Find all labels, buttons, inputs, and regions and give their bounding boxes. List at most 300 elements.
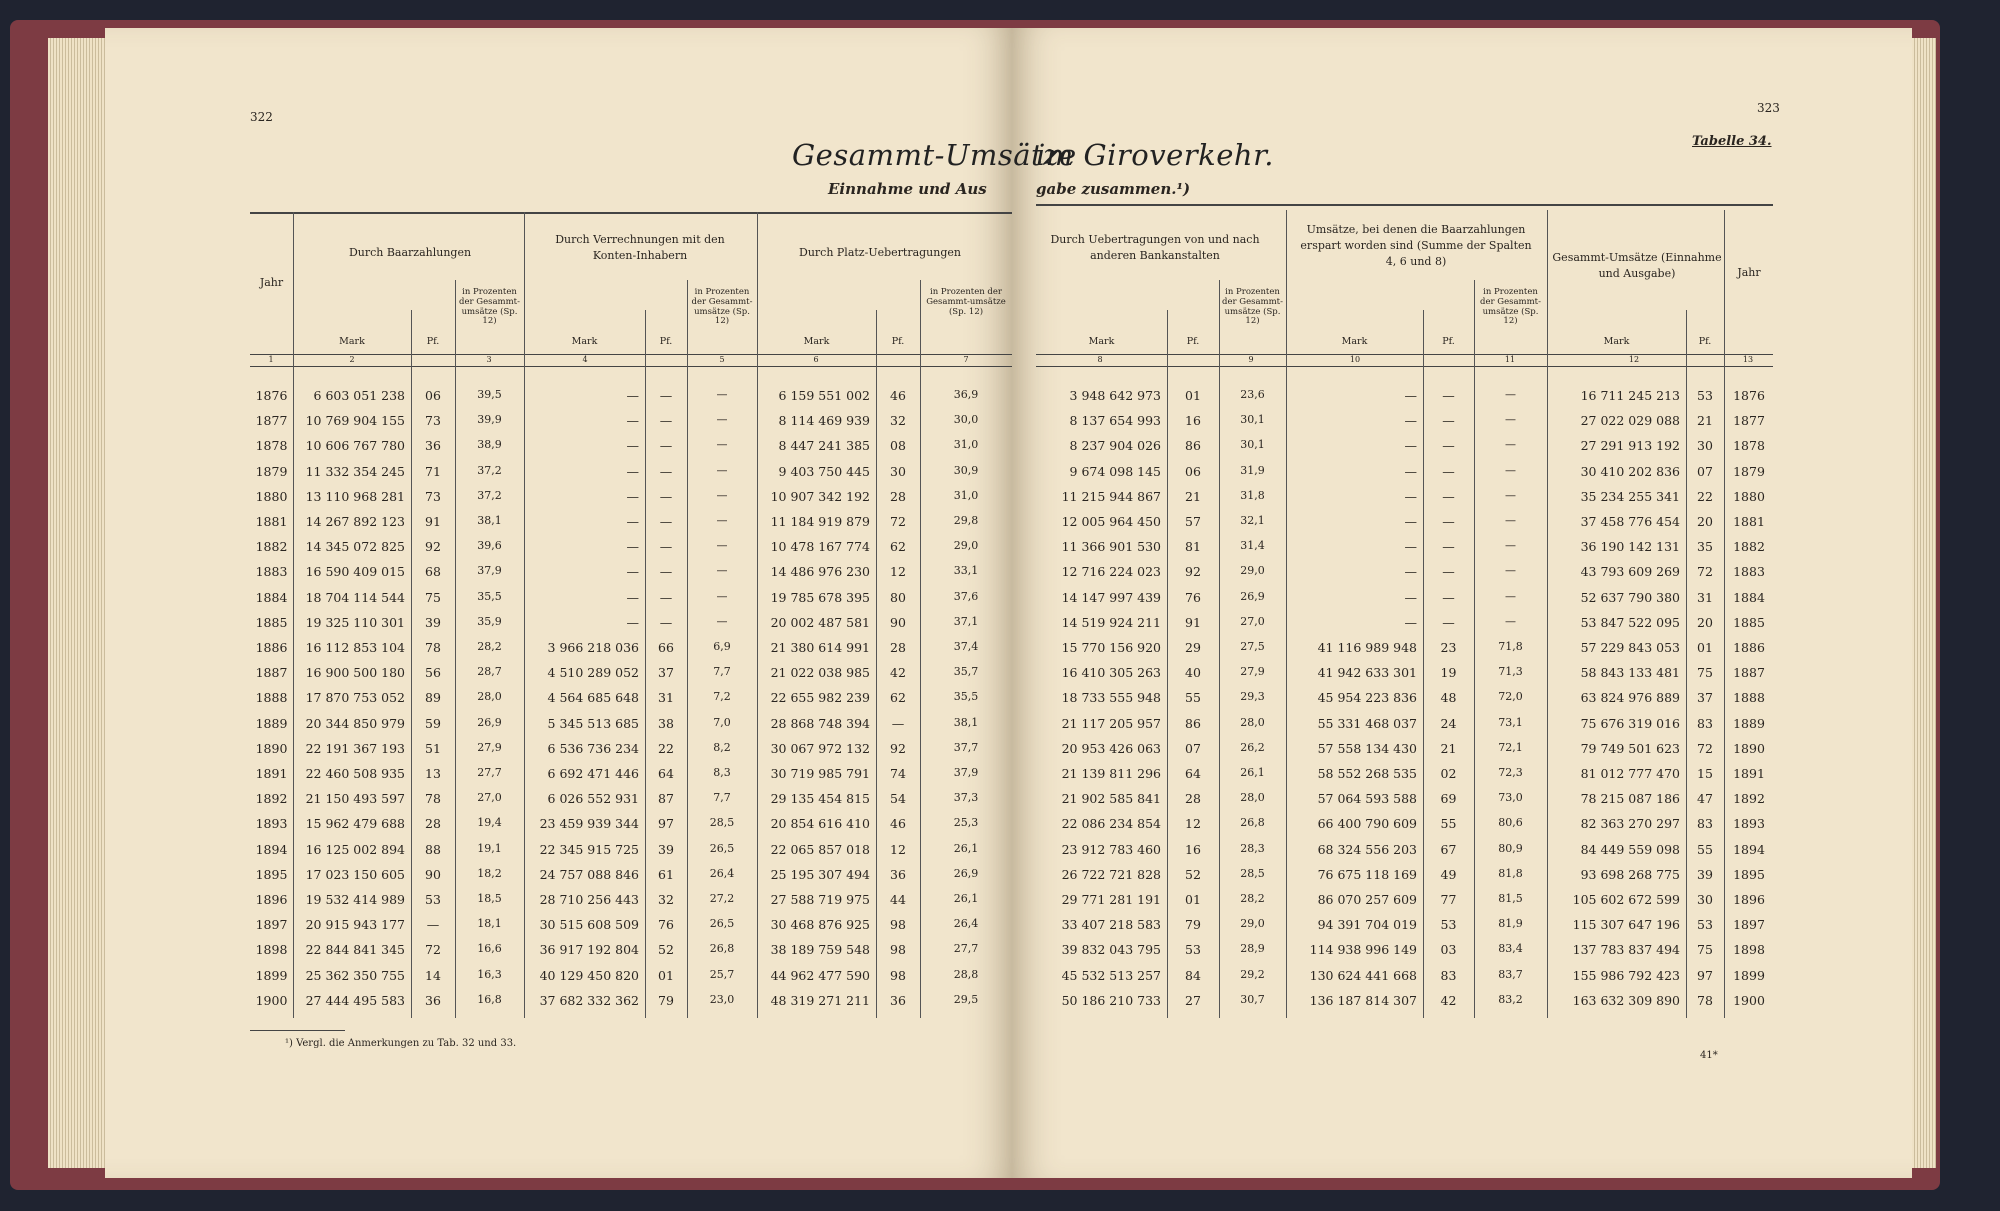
table-cell-ums-pct: 71,3 [1498,665,1523,679]
table-cell-jahr2: 1887 [1733,665,1765,681]
table-cell-ums: — [1404,539,1417,555]
table-cell-verr: 6 536 736 234 [547,740,639,756]
table-cell-verr-pf: 61 [658,866,674,882]
table-cell-platz: 20 002 487 581 [770,614,870,630]
table-cell-ums-pct: 73,1 [1498,715,1523,729]
table-cell-platz-pf: 72 [890,514,906,529]
table-cell-ums: 86 070 257 609 [1317,892,1417,907]
table-cell-verr-pct: 7,7 [713,791,731,805]
table-cell-platz-pf: 98 [890,942,906,958]
table-cell-ueb-pct: 26,1 [1240,766,1265,779]
subtitle-left: Einnahme und Aus [828,180,987,198]
table-cell-platz: 6 159 551 002 [778,388,870,403]
table-cell-ueb-pf: 86 [1185,438,1201,454]
percent-subheader-4: in Prozenten der Gesammt-umsätze (Sp. 12) [1480,287,1541,327]
table-cell-ums-pf: 83 [1440,967,1457,983]
table-cell-baar-pf: 88 [425,841,441,857]
table-cell-ges: 30 410 202 836 [1580,463,1680,479]
table-cell-jahr: 1876 [255,388,288,403]
table-cell-baar: 22 191 367 193 [305,740,405,756]
table-cell-ueb-pf: 21 [1185,488,1201,504]
table-cell-platz: 44 962 477 590 [770,967,870,983]
table-cell-ums: 136 187 814 307 [1309,992,1417,1008]
table-cell-verr-pf: 37 [658,665,674,681]
table-cell-jahr: 1885 [255,614,288,630]
table-cell-verr-pct: 26,8 [709,942,735,956]
table-cell-verr-pf: — [659,488,673,504]
table-cell-baar-pf: 78 [425,791,441,807]
table-cell-ges-pf: 20 [1697,514,1713,529]
table-cell-platz-pf: 98 [890,917,906,933]
table-cell-ums: — [1404,438,1417,454]
table-cell-verr-pct: — [716,388,728,401]
table-cell-platz-pf: 12 [890,564,906,580]
table-cell-platz-pf: 36 [890,992,906,1008]
table-cell-ums-pf: — [1442,388,1455,403]
table-cell-ums: — [1404,463,1417,479]
table-cell-jahr: 1886 [255,640,288,655]
table-cell-baar-pf: 90 [425,866,441,882]
table-cell-ueb: 14 519 924 211 [1061,614,1161,630]
table-cell-verr-pf: 76 [658,917,674,933]
table-cell-ueb: 21 902 585 841 [1061,791,1161,807]
table-cell-ueb-pf: 55 [1185,690,1201,706]
table-cell-baar-pf: 78 [425,640,441,655]
table-cell-baar-pf: 51 [425,740,441,756]
table-cell-ueb-pf: 40 [1185,665,1201,681]
table-cell-jahr: 1880 [255,488,288,504]
table-cell-jahr2: 1889 [1733,715,1765,731]
table-cell-ums-pct: 80,9 [1498,841,1523,855]
col-header-verrechnung: Durch Verrechnungen mit den Konten-Inhabern [555,233,725,262]
table-cell-baar-pct: 26,9 [477,715,502,729]
table-cell-ges-pf: 97 [1697,967,1713,983]
table-cell-ges: 105 602 672 599 [1572,892,1680,907]
table-cell-baar: 16 125 002 894 [305,841,405,857]
table-cell-verr-pct: — [716,463,728,477]
table-cell-verr-pct: 28,5 [709,816,735,830]
table-cell-ums-pf: 23 [1440,640,1457,655]
table-cell-ges-pf: 37 [1697,690,1713,706]
title-left: Gesammt-Umsätze [792,138,1077,172]
table-cell-ums-pct: 83,4 [1498,942,1523,956]
table-cell-ges-pf: 53 [1697,917,1713,933]
table-cell-ges: 163 632 309 890 [1572,992,1680,1008]
table-cell-baar-pf: 91 [425,514,441,529]
table-cell-jahr: 1884 [255,589,288,605]
table-cell-ges: 35 234 255 341 [1580,488,1680,504]
table-cell-baar: 18 704 114 544 [305,589,405,605]
table-cell-platz: 30 719 985 791 [770,766,870,781]
table-cell-ueb-pf: 01 [1185,892,1201,907]
table-cell-ges-pf: 01 [1697,640,1713,655]
table-cell-baar: 20 344 850 979 [305,715,405,731]
table-cell-ueb-pct: 32,1 [1240,514,1265,527]
table-cell-ueb: 9 674 098 145 [1069,463,1161,479]
col-number-5: 5 [719,355,725,364]
table-cell-platz-pct: 31,0 [953,488,979,502]
table-cell-ueb-pct: 28,2 [1240,892,1265,905]
table-cell-baar-pf: 36 [425,992,441,1008]
footnote-rule [250,1030,345,1031]
table-cell-ges-pf: 31 [1697,589,1713,605]
table-cell-ueb-pct: 27,0 [1240,614,1265,628]
table-cell-baar: 14 267 892 123 [305,514,405,529]
table-label: Tabelle 34. [1692,134,1772,149]
table-cell-ums: 57 558 134 430 [1317,740,1417,756]
table-cell-platz-pct: 26,1 [953,841,979,855]
table-cell-ges: 58 843 133 481 [1580,665,1680,681]
table-cell-verr-pct: — [716,589,728,603]
table-cell-verr-pct: 26,5 [709,841,735,855]
table-cell-platz-pf: — [891,715,905,731]
table-cell-platz-pf: 30 [890,463,906,479]
page-edges-left [48,38,105,1168]
col-number-12: 12 [1628,355,1640,364]
table-cell-ueb: 33 407 218 583 [1061,917,1161,933]
table-cell-baar-pct: 38,1 [477,514,502,527]
table-cell-ums: — [1404,564,1417,580]
table-cell-ueb-pct: 23,6 [1240,388,1265,401]
pf-subheader-0: Pf. [426,336,440,347]
table-cell-ueb-pct: 26,9 [1240,589,1265,603]
table-cell-platz-pct: 37,3 [953,791,979,805]
table-cell-jahr: 1890 [255,740,288,756]
pf-subheader-4: Pf. [1442,336,1455,347]
table-cell-platz-pct: 37,1 [953,614,979,628]
table-cell-ueb: 3 948 642 973 [1069,388,1161,403]
pf-subheader-5: Pf. [1698,336,1712,347]
table-cell-jahr2: 1878 [1733,438,1765,454]
table-cell-verr-pf: — [659,413,673,429]
table-cell-ges: 36 190 142 131 [1580,539,1680,555]
table-cell-verr: 4 564 685 648 [547,690,639,706]
table-cell-platz-pct: 37,7 [953,740,979,754]
table-cell-verr: 4 510 289 052 [547,665,639,681]
table-cell-jahr: 1879 [255,463,288,479]
table-cell-baar-pct: 18,5 [477,892,502,905]
table-cell-platz-pct: 37,9 [953,766,979,779]
table-cell-ueb-pct: 31,8 [1240,488,1265,502]
table-cell-verr-pf: 22 [658,740,674,756]
table-cell-platz: 30 468 876 925 [770,917,870,933]
table-cell-baar-pct: 18,1 [477,917,502,931]
table-cell-verr-pct: — [716,564,728,578]
table-cell-ums-pct: 73,0 [1498,791,1523,805]
colnum-rule-right [1036,366,1773,367]
table-cell-platz-pf: 80 [890,589,906,605]
table-cell-platz: 22 655 982 239 [770,690,870,706]
table-cell-ges: 27 022 029 088 [1580,413,1680,429]
table-cell-ueb: 26 722 721 828 [1061,866,1161,882]
table-cell-ges: 78 215 087 186 [1580,791,1680,807]
table-cell-platz: 25 195 307 494 [770,866,870,882]
table-cell-platz-pf: 28 [890,488,906,504]
table-cell-platz-pct: 26,1 [953,892,979,905]
colnum-rule-left [250,366,1012,367]
table-cell-ueb-pct: 30,7 [1240,992,1265,1006]
table-cell-jahr: 1887 [255,665,288,681]
table-cell-baar: 19 532 414 989 [305,892,405,907]
table-cell-baar-pf: 89 [425,690,441,706]
table-cell-baar-pct: 39,9 [477,413,502,427]
table-cell-verr-pct: — [716,614,728,628]
percent-subheader-2: in Prozenten der Gesammt-umsätze (Sp. 12) [926,287,1006,317]
table-cell-platz-pf: 74 [890,766,906,781]
table-cell-ums: 57 064 593 588 [1317,791,1417,807]
table-cell-ums-pct: 80,6 [1498,816,1523,830]
table-cell-platz-pct: 38,1 [953,715,979,729]
table-cell-ums-pf: — [1442,564,1455,580]
percent-subheader-0: in Prozenten der Gesammt-umsätze (Sp. 12) [459,287,520,327]
table-cell-jahr2: 1894 [1733,841,1765,857]
table-cell-verr: 6 692 471 446 [547,766,639,781]
table-cell-platz-pf: 90 [890,614,906,630]
table-cell-verr-pf: — [659,564,673,580]
table-cell-ueb-pf: 52 [1185,866,1201,882]
table-cell-ges-pf: 78 [1697,992,1713,1008]
table-cell-verr-pf: 38 [658,715,674,731]
table-cell-ges-pf: 07 [1697,463,1713,479]
table-cell-jahr: 1900 [255,992,288,1008]
table-cell-ueb-pct: 29,0 [1240,917,1265,931]
table-cell-verr-pct: 7,7 [713,665,731,679]
table-cell-ges-pf: 20 [1697,614,1713,630]
table-cell-ueb: 50 186 210 733 [1061,992,1161,1008]
table-cell-ums-pct: 72,1 [1498,740,1523,754]
table-cell-verr: 28 710 256 443 [539,892,639,907]
table-cell-jahr: 1883 [255,564,288,580]
table-cell-verr-pct: — [716,488,728,502]
table-cell-platz: 21 022 038 985 [770,665,870,681]
table-cell-baar: 16 590 409 015 [305,564,405,580]
table-cell-jahr2: 1891 [1733,766,1765,781]
table-cell-baar: 22 460 508 935 [305,766,405,781]
table-cell-ueb-pf: 12 [1185,816,1201,832]
table-cell-verr-pct: 8,2 [713,740,731,754]
table-cell-ges: 43 793 609 269 [1580,564,1680,580]
table-cell-ums-pct: — [1505,388,1516,401]
table-cell-verr-pf: 01 [658,967,674,983]
table-cell-ums-pct: — [1505,539,1516,553]
table-cell-ums-pf: — [1442,539,1455,555]
table-cell-ueb: 8 237 904 026 [1069,438,1161,454]
table-cell-ueb-pf: 86 [1185,715,1201,731]
col-number-7: 7 [963,355,969,364]
table-cell-verr: — [626,413,639,429]
table-cell-verr-pct: 6,9 [713,640,731,653]
percent-subheader-1: in Prozenten der Gesammt-umsätze (Sp. 12) [691,287,753,327]
table-cell-baar: 15 962 479 688 [305,816,405,832]
table-cell-ums-pf: 19 [1440,665,1457,681]
table-cell-ges: 84 449 559 098 [1580,841,1680,857]
table-cell-ges: 79 749 501 623 [1580,740,1680,756]
table-cell-verr: 6 026 552 931 [547,791,639,807]
table-cell-platz: 22 065 857 018 [770,841,870,857]
table-cell-baar-pf: — [426,917,440,933]
table-cell-jahr2: 1897 [1733,917,1765,933]
table-cell-ums: 130 624 441 668 [1309,967,1417,983]
table-cell-ums-pct: — [1505,614,1516,628]
col-number-10: 10 [1349,355,1361,364]
table-cell-jahr2: 1876 [1733,388,1765,403]
table-cell-ueb-pct: 26,8 [1240,816,1265,830]
table-cell-ums-pf: 69 [1440,791,1457,807]
table-cell-ums: 68 324 556 203 [1317,841,1417,857]
table-cell-ges-pf: 30 [1697,438,1713,454]
table-cell-ueb-pf: 84 [1185,967,1201,983]
table-cell-ueb-pf: 07 [1185,740,1201,756]
table-cell-platz-pct: 37,4 [953,640,979,653]
table-cell-jahr: 1889 [255,715,288,731]
table-cell-jahr2: 1883 [1733,564,1765,580]
table-cell-ums-pct: — [1505,463,1516,477]
table-cell-ges-pf: 21 [1697,413,1713,429]
table-cell-ueb-pf: 79 [1185,917,1201,933]
table-top-rule-left [250,212,1012,214]
table-cell-verr: — [626,589,639,605]
col-number-11: 11 [1504,355,1516,364]
table-cell-baar-pf: 13 [425,766,441,781]
table-cell-verr: — [626,564,639,580]
table-cell-verr: — [626,463,639,479]
table-cell-ums-pf: 77 [1440,892,1457,907]
col-number-3: 3 [486,355,492,364]
table-cell-ums: — [1404,488,1417,504]
table-cell-ueb: 11 215 944 867 [1061,488,1161,504]
table-cell-jahr: 1899 [255,967,288,983]
table-cell-ges: 81 012 777 470 [1580,766,1680,781]
table-cell-jahr: 1897 [255,917,288,933]
table-cell-verr: 5 345 513 685 [547,715,639,731]
table-cell-jahr: 1894 [255,841,288,857]
table-cell-ums-pf: 42 [1440,992,1457,1008]
col-number-4: 4 [582,355,588,364]
table-cell-ueb-pf: 53 [1185,942,1201,958]
table-cell-verr-pf: — [659,614,673,630]
mark-subheader-2: Mark [803,336,830,347]
table-cell-verr: 3 966 218 036 [547,640,639,655]
table-cell-ueb-pf: 81 [1185,539,1201,555]
table-cell-jahr2: 1900 [1733,992,1765,1008]
table-cell-jahr2: 1881 [1733,514,1765,529]
title-right: im Giroverkehr. [1036,138,1274,172]
table-cell-ums-pct: 83,7 [1498,967,1523,981]
table-cell-baar-pf: 92 [425,539,441,555]
table-cell-baar: 16 900 500 180 [305,665,405,681]
table-cell-ueb-pf: 06 [1185,463,1201,479]
table-cell-baar: 16 112 853 104 [305,640,405,655]
table-cell-platz-pf: 92 [890,740,906,756]
table-cell-platz-pct: 30,0 [953,413,979,427]
table-cell-verr-pct: — [716,413,728,427]
percent-subheader-3: in Prozenten der Gesammt-umsätze (Sp. 12) [1222,287,1283,327]
table-cell-ges: 155 986 792 423 [1572,967,1680,983]
table-cell-platz-pct: 33,1 [953,564,979,578]
table-cell-baar-pf: 73 [425,413,441,429]
table-cell-verr-pf: 64 [658,766,674,781]
table-cell-ums-pf: 02 [1440,766,1457,781]
table-cell-platz-pct: 30,9 [953,463,979,477]
table-cell-ums: 76 675 118 169 [1317,866,1417,882]
footnote: ¹) Vergl. die Anmerkungen zu Tab. 32 und 33. [285,1038,517,1049]
table-cell-ges-pf: 55 [1697,841,1713,857]
table-cell-verr-pf: — [659,388,673,403]
table-cell-verr-pf: — [659,589,673,605]
table-cell-jahr: 1895 [255,866,288,882]
table-cell-jahr: 1888 [255,690,288,706]
table-cell-jahr: 1893 [255,816,288,832]
table-cell-jahr2: 1899 [1733,967,1765,983]
table-cell-ges-pf: 83 [1697,715,1713,731]
table-top-rule-right [1036,204,1773,206]
table-cell-ueb-pct: 28,9 [1240,942,1265,956]
table-cell-ueb: 8 137 654 993 [1069,413,1161,429]
table-cell-ums-pf: — [1442,614,1455,630]
table-cell-ums: 94 391 704 019 [1317,917,1417,933]
table-cell-ums-pf: — [1442,438,1455,454]
table-cell-baar: 14 345 072 825 [305,539,405,555]
table-cell-ums-pct: — [1505,413,1516,427]
table-cell-baar-pf: 53 [425,892,441,907]
table-cell-verr-pct: 23,0 [709,992,735,1006]
table-cell-ueb-pct: 28,0 [1240,791,1265,805]
table-cell-ums-pf: 48 [1440,690,1457,706]
table-cell-ges: 52 637 790 380 [1580,589,1680,605]
table-cell-verr: — [626,514,639,529]
table-cell-baar-pct: 39,5 [477,388,502,401]
col-header-baar: Durch Baarzahlungen [348,246,472,259]
table-cell-baar-pct: 28,7 [477,665,502,679]
table-cell-baar-pct: 37,2 [477,463,502,477]
table-cell-ges-pf: 47 [1697,791,1713,807]
header-bottom-rule-left [250,354,1012,355]
table-cell-ums: 66 400 790 609 [1317,816,1417,832]
table-cell-jahr2: 1898 [1733,942,1765,958]
table-cell-baar-pct: 19,1 [477,841,502,855]
col-header-gesammt: Gesammt-Umsätze (Einnahme und Ausgabe) [1552,251,1722,280]
table-cell-platz: 11 184 919 879 [770,514,870,529]
col-number-2: 2 [349,355,355,364]
table-cell-verr-pf: 39 [658,841,674,857]
table-cell-verr: 36 917 192 804 [539,942,639,958]
table-cell-ueb-pf: 01 [1185,388,1201,403]
table-cell-ums-pf: — [1442,463,1455,479]
table-cell-ueb-pct: 31,4 [1240,539,1265,553]
table-cell-platz: 48 319 271 211 [770,992,870,1008]
table-cell-baar-pf: 75 [425,589,441,605]
table-cell-platz-pct: 37,6 [953,589,979,603]
table-cell-verr: 24 757 088 846 [539,866,639,882]
table-cell-ueb: 29 771 281 191 [1061,892,1161,907]
table-cell-platz-pct: 36,9 [953,388,979,401]
table-cell-baar-pct: 37,9 [477,564,502,578]
table-cell-ges: 75 676 319 016 [1580,715,1680,731]
table-cell-platz-pct: 26,4 [953,917,979,931]
table-cell-jahr2: 1880 [1733,488,1765,504]
table-cell-ums-pct: 81,8 [1498,866,1523,880]
table-cell-ges: 115 307 647 196 [1572,917,1680,933]
col-header-platz: Durch Platz-Uebertragungen [799,246,961,259]
table-cell-ums-pf: 21 [1440,740,1457,756]
table-cell-baar-pf: 36 [425,438,441,454]
table-cell-platz: 19 785 678 395 [770,589,870,605]
table-cell-baar-pct: 27,7 [477,766,502,779]
table-cell-ums-pct: — [1505,438,1516,452]
table-cell-jahr2: 1882 [1733,539,1765,555]
table-cell-verr: 37 682 332 362 [539,992,639,1008]
table-cell-baar-pf: 72 [425,942,441,958]
